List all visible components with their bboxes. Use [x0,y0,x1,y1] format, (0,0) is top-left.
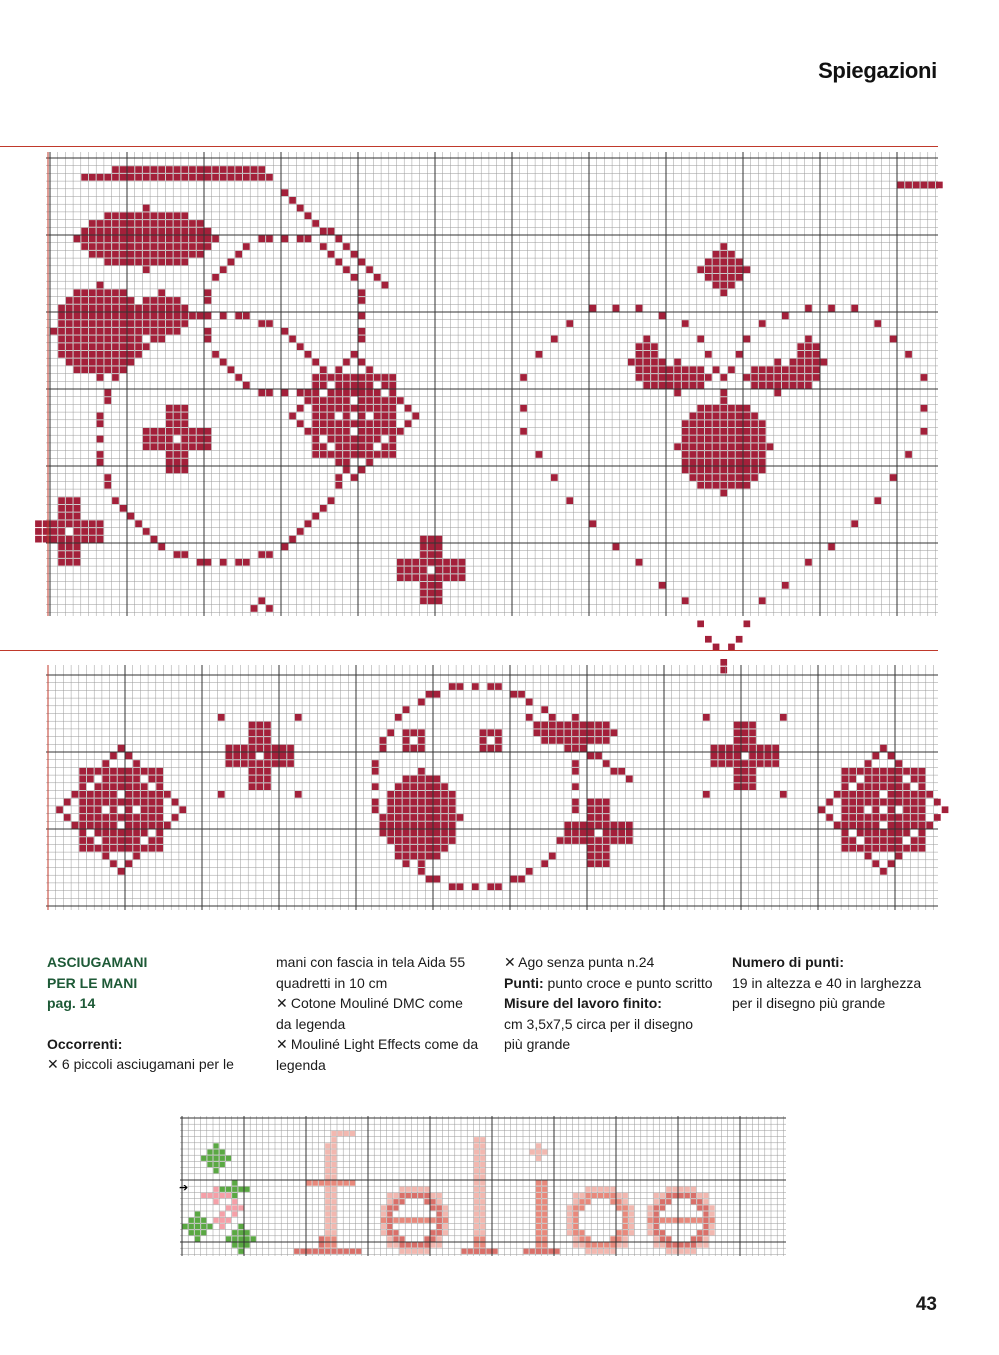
cross-stitch-chart-1 [46,152,938,616]
cross-icon: ✕ [47,1056,59,1072]
page-number: 43 [915,1294,937,1315]
middle-rule [0,650,938,651]
felice-chart [180,1116,786,1256]
material-item-1-start: ✕ 6 piccoli asciugamani per le [47,1054,257,1075]
cross-icon: ✕ [504,954,516,970]
material-item-4: ✕ Ago senza punta n.24 [504,952,714,973]
project-page-ref: pag. 14 [47,995,96,1011]
materials-column [276,952,481,1075]
count-value: 19 in altezza e 40 in larghezza per il disegno più grande [732,974,922,1011]
arrow-right-icon: ➔ [179,1181,189,1194]
count-column [732,952,937,1014]
size-value: cm 3,5x7,5 circa per il disegno più grande [504,1015,694,1052]
material-item-3: ✕ Mouliné Light Effects come da legenda [276,1036,479,1073]
count-label: Numero di punti: [732,954,844,970]
needle-column [504,952,714,1055]
project-title: ASCIUGAMANI PER LE MANI [47,954,148,991]
cross-stitch-chart-2 [46,665,938,910]
material-item-1-end: mani con fascia in tela Aida 55 quadretti in 10 cm [276,954,466,991]
material-item-2: ✕ Cotone Mouliné DMC come da legenda [276,995,463,1032]
stitches-info: Punti: punto croce e punto scritto [504,974,713,991]
grid [46,665,938,910]
section-title: Spiegazioni [818,58,937,83]
cross-icon: ✕ [276,995,288,1011]
materials-heading: Occorrenti: [47,1035,123,1052]
cross-icon: ✕ [276,1036,288,1052]
project-title-column [47,952,257,1075]
size-label: Misure del lavoro finito: [504,995,662,1011]
top-rule [0,146,938,147]
